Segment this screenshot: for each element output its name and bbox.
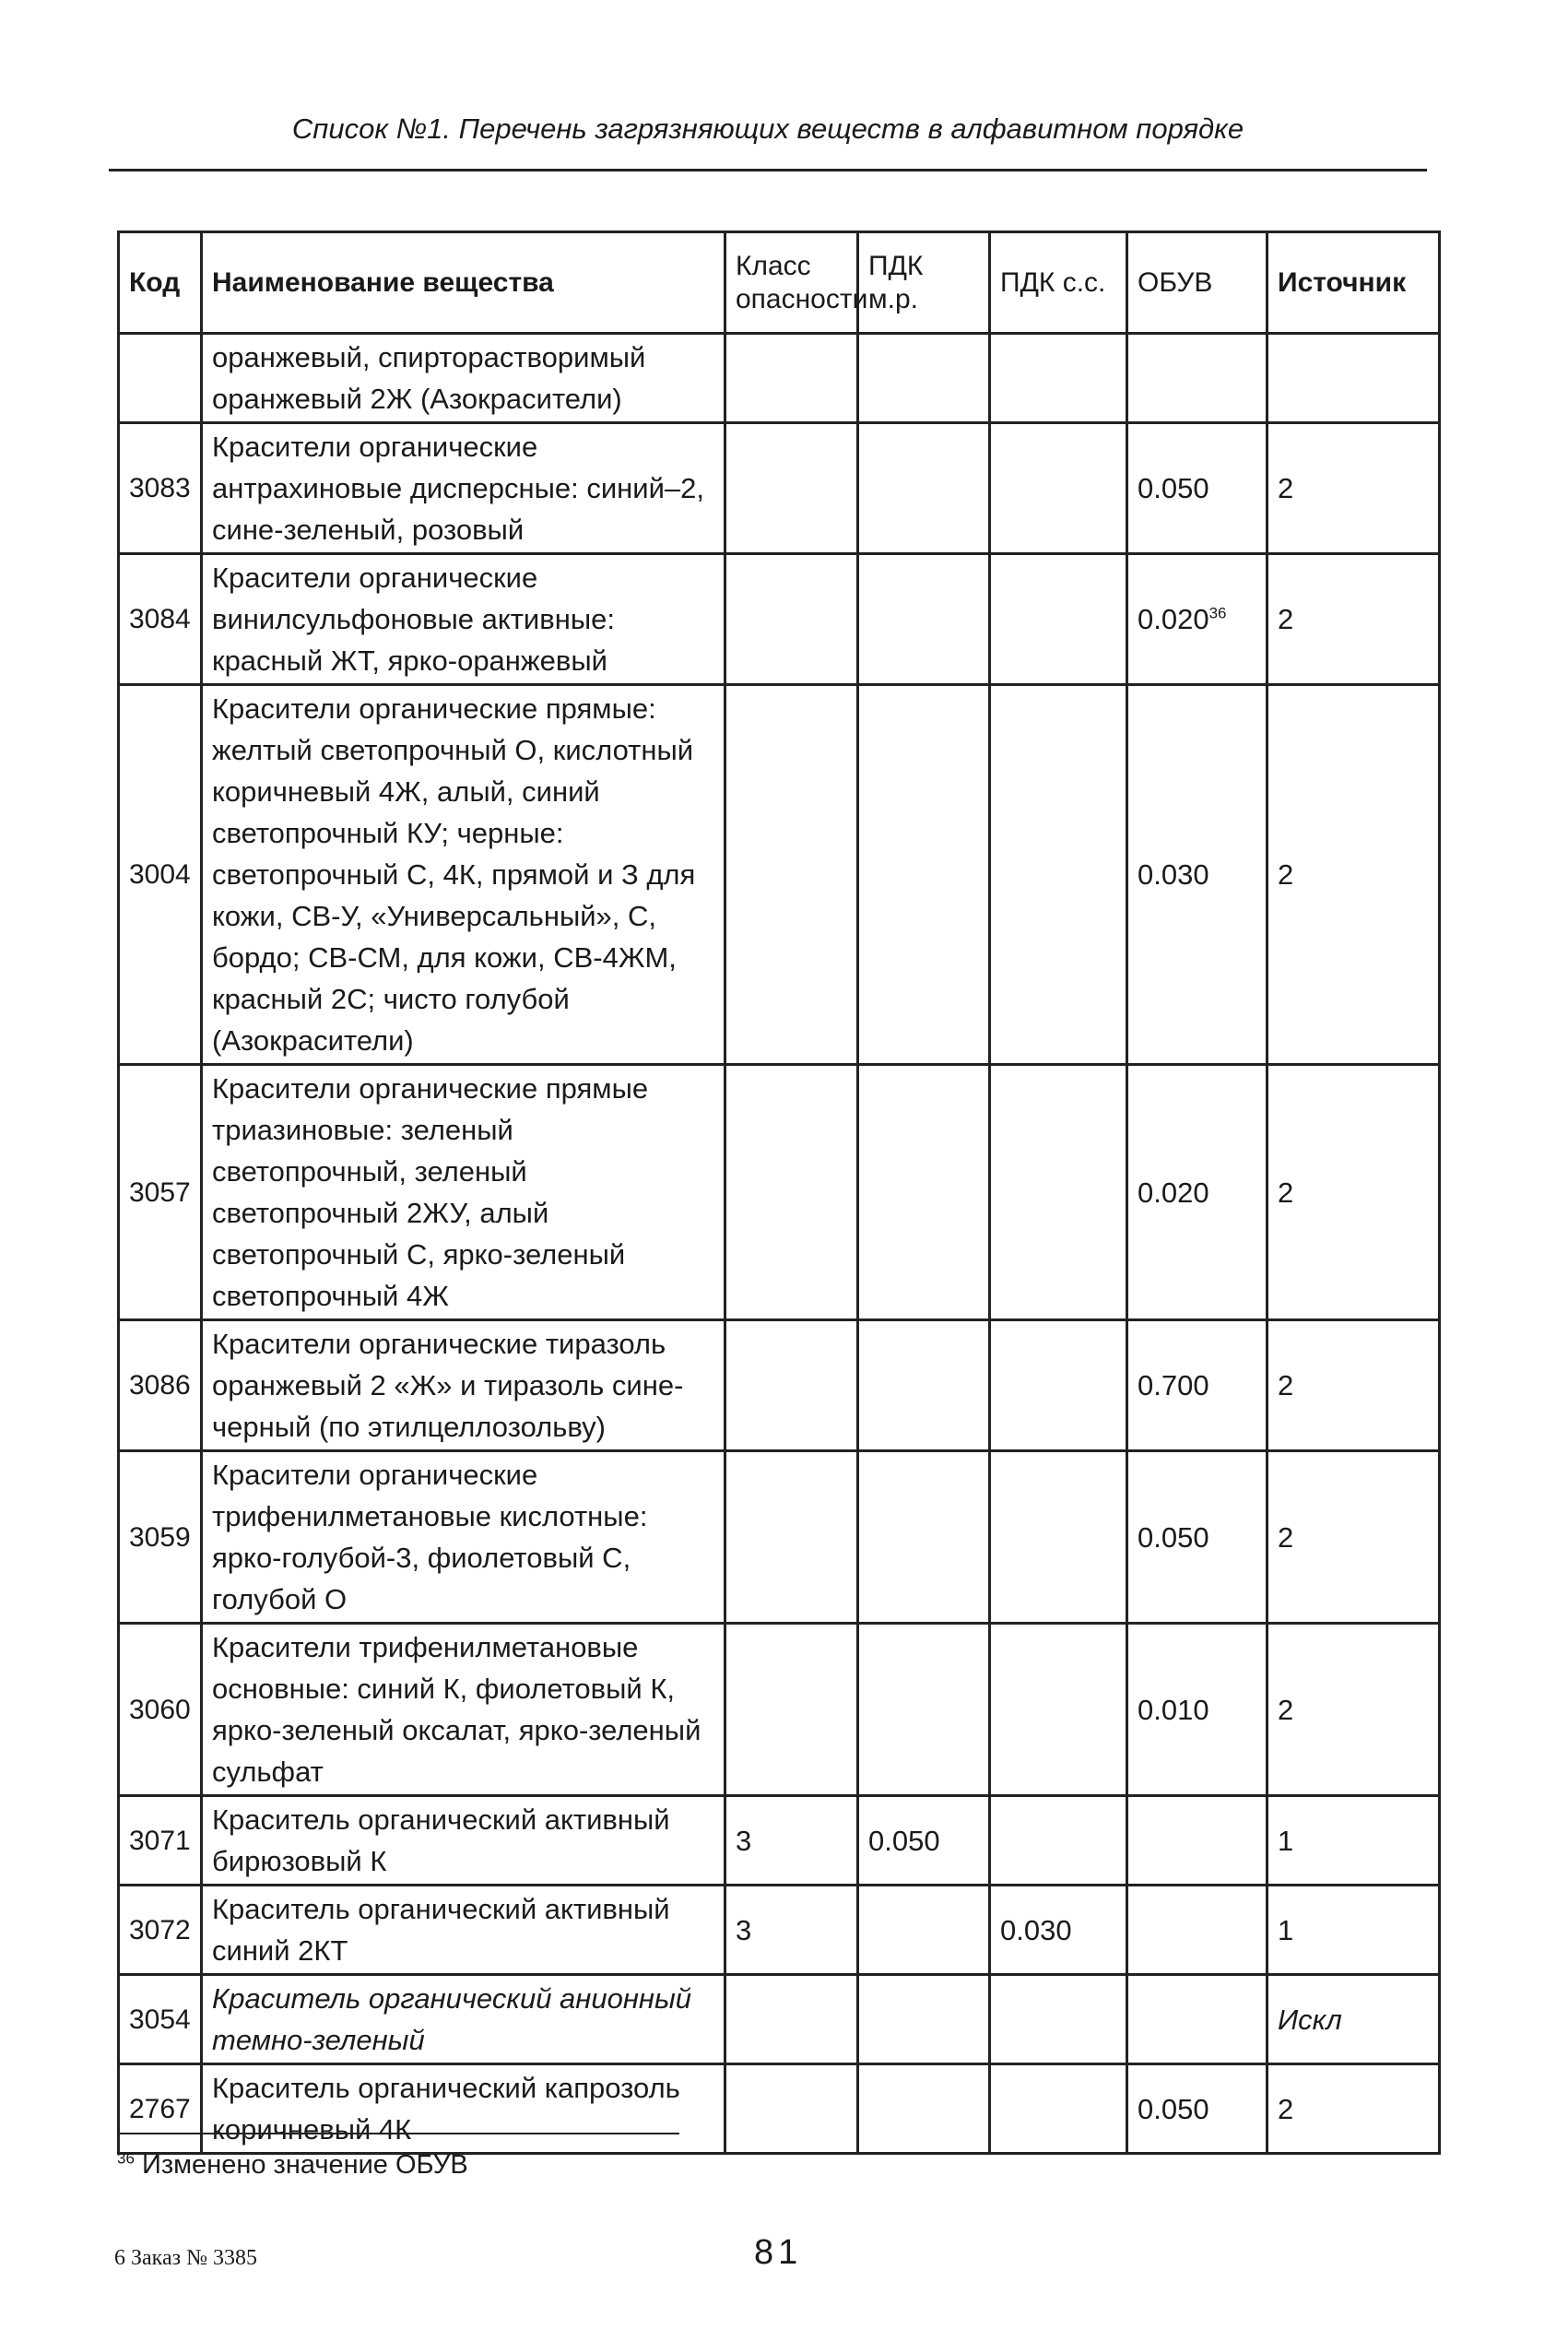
cell-obuv xyxy=(1127,2064,1267,2154)
cell-code: 3057 xyxy=(119,1065,202,1320)
cell-code: 3086 xyxy=(119,1320,202,1451)
cell-code: 3084 xyxy=(119,554,202,685)
footnote-text: Изменено значение ОБУВ xyxy=(141,2150,468,2180)
column-header-obuv: ОБУВ xyxy=(1127,232,1267,334)
cell-obuv-value: 0.010 xyxy=(1138,1693,1209,1726)
cell-pdk-ss xyxy=(990,1624,1127,1796)
cell-name: Краситель органический анионный темно-зеленый xyxy=(202,1975,725,2064)
cell-pdk-mr xyxy=(858,685,990,1065)
table-row xyxy=(119,1451,1440,1624)
cell-pdk-ss xyxy=(990,1796,1127,1886)
cell-obuv-value: 0.700 xyxy=(1138,1369,1209,1401)
substances-table xyxy=(117,231,1441,2155)
cell-pdk-ss xyxy=(990,1320,1127,1451)
column-header-pdk-ss: ПДК с.с. xyxy=(990,232,1127,334)
cell-obuv-value: 0.020 xyxy=(1138,1176,1209,1209)
table-header-row xyxy=(119,232,1440,334)
page-number: 81 xyxy=(754,2233,803,2272)
cell-hazard-class xyxy=(725,1624,858,1796)
table-row xyxy=(119,554,1440,685)
cell-code: 3060 xyxy=(119,1624,202,1796)
cell-pdk-ss xyxy=(990,423,1127,554)
table-body xyxy=(119,334,1440,2154)
cell-hazard-class: 3 xyxy=(725,1796,858,1886)
footnote-divider xyxy=(117,2133,679,2134)
cell-obuv xyxy=(1127,554,1267,685)
cell-pdk-ss xyxy=(990,685,1127,1065)
cell-code: 3071 xyxy=(119,1796,202,1886)
cell-code: 3059 xyxy=(119,1451,202,1624)
cell-obuv xyxy=(1127,1320,1267,1451)
cell-obuv-value: 0.050 xyxy=(1138,2092,1209,2125)
cell-pdk-ss: 0.030 xyxy=(990,1886,1127,1975)
cell-pdk-ss xyxy=(990,1065,1127,1320)
cell-source xyxy=(1267,334,1440,423)
cell-source: 2 xyxy=(1267,1065,1440,1320)
table-row xyxy=(119,334,1440,423)
cell-obuv-value: 0.030 xyxy=(1138,858,1209,891)
table-row xyxy=(119,1320,1440,1451)
cell-hazard-class xyxy=(725,334,858,423)
cell-name: Красители органические тиразоль оранжевый 2 «Ж» и тиразоль сине-черный (по этилцеллозольву) xyxy=(202,1320,725,1451)
column-header-source: Источник xyxy=(1267,232,1440,334)
cell-hazard-class xyxy=(725,1065,858,1320)
cell-code: 3004 xyxy=(119,685,202,1065)
cell-obuv xyxy=(1127,1975,1267,2064)
cell-obuv xyxy=(1127,1624,1267,1796)
cell-source: 2 xyxy=(1267,685,1440,1065)
cell-hazard-class xyxy=(725,554,858,685)
page-header-title: Список №1. Перечень загрязняющих веществ в алфавитном порядке xyxy=(291,112,1244,145)
cell-name: Краситель органический активный бирюзовый К xyxy=(202,1796,725,1886)
cell-code: 3083 xyxy=(119,423,202,554)
header-divider xyxy=(109,169,1427,171)
cell-name: Красители органические трифенилметановые кислотные: ярко-голубой-3, фиолетовый С, голубой О xyxy=(202,1451,725,1624)
cell-hazard-class xyxy=(725,685,858,1065)
cell-name: Краситель органический активный синий 2КТ xyxy=(202,1886,725,1975)
cell-name: Красители органические винилсульфоновые активные: красный ЖТ, ярко-оранжевый xyxy=(202,554,725,685)
cell-pdk-ss xyxy=(990,1451,1127,1624)
cell-obuv xyxy=(1127,334,1267,423)
cell-source: 2 xyxy=(1267,1320,1440,1451)
table-row xyxy=(119,1065,1440,1320)
column-header-hazard-class-line2: опасности xyxy=(736,283,868,314)
cell-obuv-value: 0.020 xyxy=(1138,603,1209,635)
cell-pdk-mr xyxy=(858,554,990,685)
cell-source: 2 xyxy=(1267,2064,1440,2154)
cell-obuv xyxy=(1127,1886,1267,1975)
cell-name: Красители органические антрахиновые дисперсные: синий–2, сине-зеленый, розовый xyxy=(202,423,725,554)
cell-code: 3072 xyxy=(119,1886,202,1975)
cell-name: оранжевый, спирторастворимый оранжевый 2Ж (Азокрасители) xyxy=(202,334,725,423)
cell-obuv xyxy=(1127,423,1267,554)
table-row xyxy=(119,2064,1440,2154)
cell-obuv xyxy=(1127,685,1267,1065)
column-header-code: Код xyxy=(119,232,202,334)
cell-pdk-mr xyxy=(858,1624,990,1796)
cell-pdk-mr xyxy=(858,1975,990,2064)
column-header-hazard-class xyxy=(725,232,868,334)
cell-source: 2 xyxy=(1267,1451,1440,1624)
cell-pdk-mr xyxy=(858,423,990,554)
cell-pdk-mr xyxy=(858,1886,990,1975)
cell-name: Краситель органический капрозоль коричневый 4К xyxy=(202,2064,725,2154)
print-order-label: 6 Заказ № 3385 xyxy=(114,2246,258,2270)
cell-pdk-mr: 0.050 xyxy=(858,1796,990,1886)
cell-pdk-ss xyxy=(990,1975,1127,2064)
cell-hazard-class xyxy=(725,1975,858,2064)
cell-obuv xyxy=(1127,1796,1267,1886)
cell-source: 2 xyxy=(1267,1624,1440,1796)
cell-obuv xyxy=(1127,1451,1267,1624)
cell-pdk-mr xyxy=(858,1065,990,1320)
table-row xyxy=(119,1796,1440,1886)
cell-source: Искл xyxy=(1267,1975,1440,2064)
cell-pdk-ss xyxy=(990,2064,1127,2154)
cell-obuv-value: 0.050 xyxy=(1138,472,1209,504)
footnote-ref: 36 xyxy=(1208,604,1227,622)
table-row xyxy=(119,1624,1440,1796)
cell-code: 2767 xyxy=(119,2064,202,2154)
cell-name: Красители трифенилметановые основные: синий К, фиолетовый К, ярко-зеленый оксалат, ярко-зеленый сульфат xyxy=(202,1624,725,1796)
table-row xyxy=(119,1886,1440,1975)
cell-pdk-mr xyxy=(858,1451,990,1624)
cell-pdk-mr xyxy=(858,334,990,423)
cell-pdk-mr xyxy=(858,2064,990,2154)
column-header-pdk-mr: ПДК м.р. xyxy=(858,232,990,334)
cell-name: Красители органические прямые триазиновые: зеленый светопрочный, зеленый светопрочный 2ЖУ, алый светопрочный С, ярко-зеленый светопрочный 4Ж xyxy=(202,1065,725,1320)
footnote xyxy=(117,2150,468,2181)
cell-obuv-value: 0.050 xyxy=(1138,1520,1209,1554)
cell-pdk-mr xyxy=(858,1320,990,1451)
cell-name: Красители органические прямые: желтый светопрочный О, кислотный коричневый 4Ж, алый, синий светопрочный КУ; черные: светопрочный С, 4К, прямой и З для кожи, СВ-У, «Универсальный», С, бордо; СВ-СМ, для кожи, СВ-4ЖМ, красный 2С; чисто голубой (Азокрасители) xyxy=(202,685,725,1065)
cell-hazard-class xyxy=(725,1451,858,1624)
table-row xyxy=(119,423,1440,554)
cell-source: 2 xyxy=(1267,423,1440,554)
table-row xyxy=(119,1975,1440,2064)
cell-obuv xyxy=(1127,1065,1267,1320)
cell-pdk-ss xyxy=(990,334,1127,423)
cell-hazard-class xyxy=(725,2064,858,2154)
cell-hazard-class xyxy=(725,423,858,554)
cell-hazard-class xyxy=(725,1320,858,1451)
cell-source: 1 xyxy=(1267,1796,1440,1886)
cell-source: 1 xyxy=(1267,1886,1440,1975)
footnote-number: 36 xyxy=(117,2149,135,2168)
cell-source: 2 xyxy=(1267,554,1440,685)
cell-code xyxy=(119,334,202,423)
column-header-hazard-class-line1: Класс xyxy=(736,250,811,281)
cell-pdk-ss xyxy=(990,554,1127,685)
cell-code: 3054 xyxy=(119,1975,202,2064)
table-row xyxy=(119,685,1440,1065)
column-header-name: Наименование вещества xyxy=(202,232,725,334)
cell-hazard-class: 3 xyxy=(725,1886,858,1975)
